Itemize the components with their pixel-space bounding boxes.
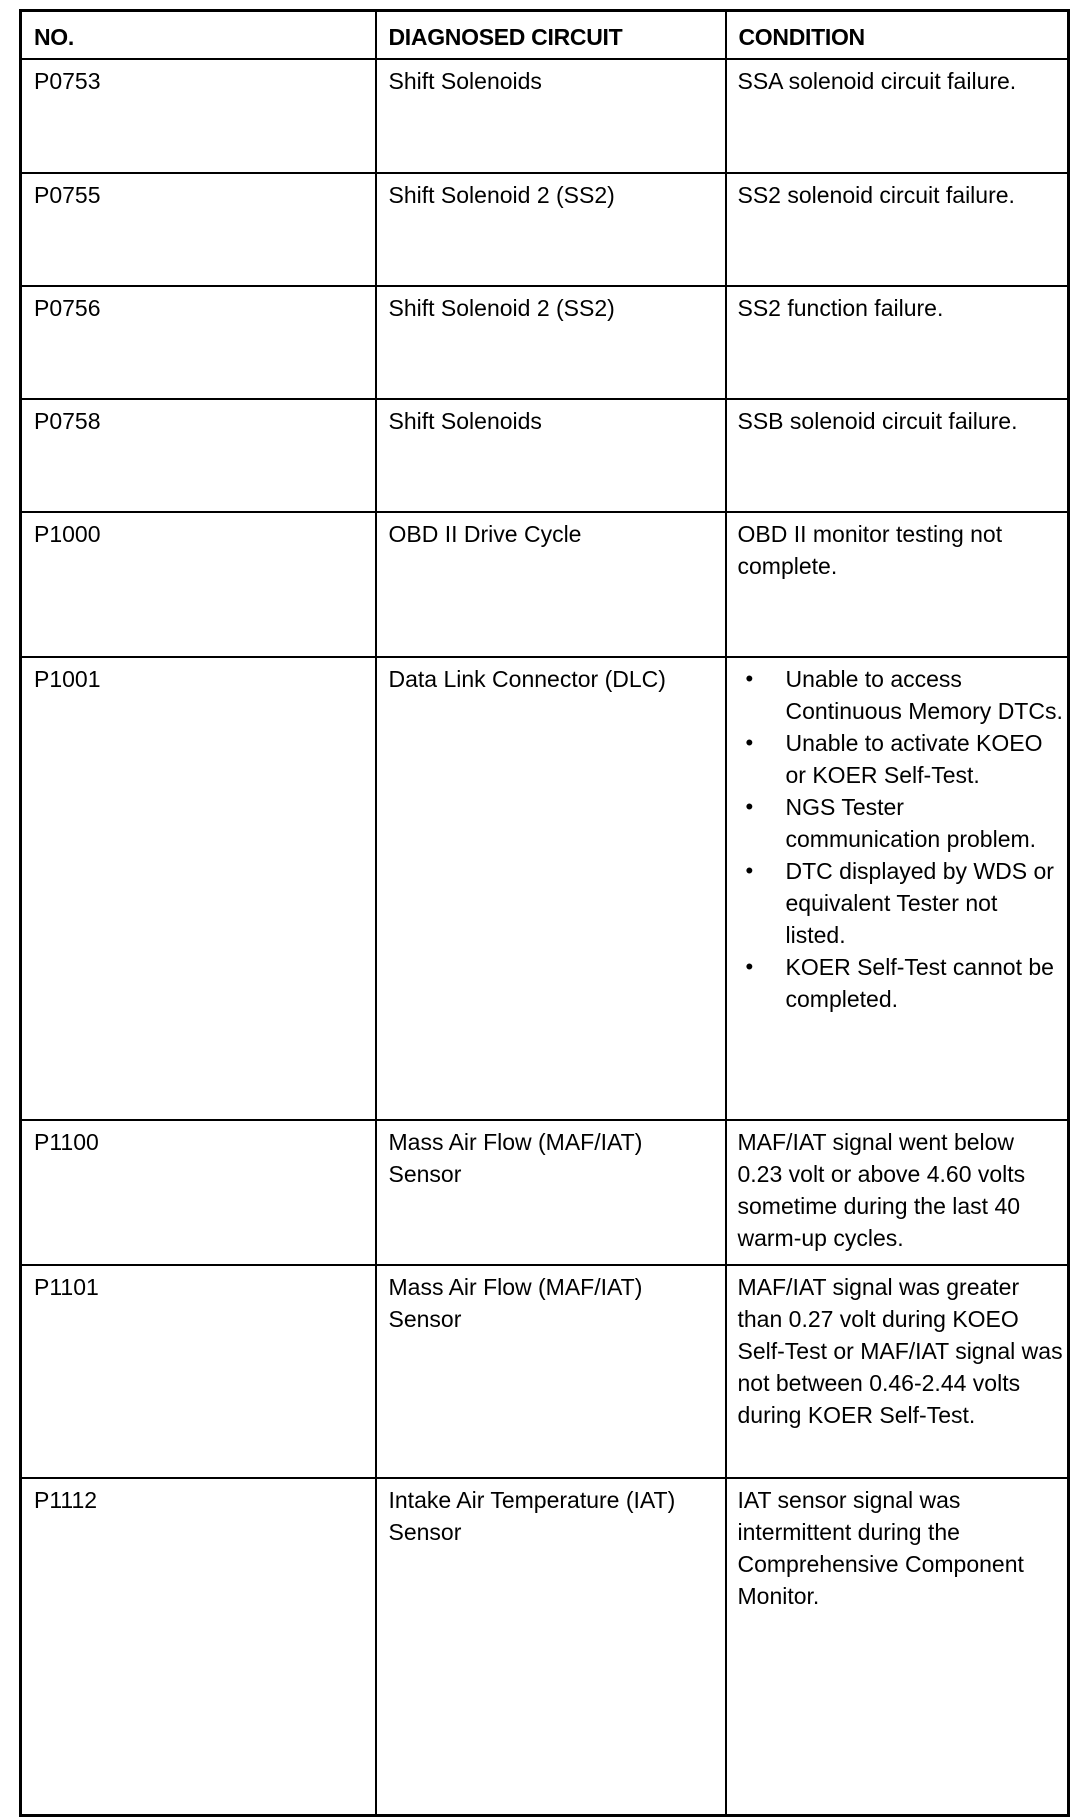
condition-list-cell xyxy=(726,657,1069,1120)
condition: MAF/IAT signal was greater than 0.27 volt during KOEO Self-Test or MAF/IAT signal was not between 0.46-2.44 volts during KOER Self-Test. xyxy=(726,1265,1069,1478)
condition: IAT sensor signal was intermittent during the Comprehensive Component Monitor. xyxy=(726,1478,1069,1816)
table-row xyxy=(21,1478,1069,1816)
dtc-code: P1000 xyxy=(21,512,376,657)
header-diagnosed-circuit: DIAGNOSED CIRCUIT xyxy=(376,11,726,59)
condition-bullet-list xyxy=(738,663,1064,1015)
diagnosed-circuit: Data Link Connector (DLC) xyxy=(376,657,726,1120)
condition: SSA solenoid circuit failure. xyxy=(726,59,1069,173)
dtc-code: P0758 xyxy=(21,399,376,512)
dtc-code: P1101 xyxy=(21,1265,376,1478)
table-row xyxy=(21,286,1069,399)
diagnosed-circuit: OBD II Drive Cycle xyxy=(376,512,726,657)
dtc-code: P1001 xyxy=(21,657,376,1120)
diagnosed-circuit: Shift Solenoids xyxy=(376,59,726,173)
condition-bullet-item: • KOER Self-Test cannot be completed. xyxy=(738,951,1064,1015)
table-row xyxy=(21,1120,1069,1265)
table-header-row xyxy=(21,11,1069,59)
diagnosed-circuit: Mass Air Flow (MAF/IAT) Sensor xyxy=(376,1265,726,1478)
condition-bullet-item: • NGS Tester communication problem. xyxy=(738,791,1064,855)
dtc-code: P1100 xyxy=(21,1120,376,1265)
diagnosed-circuit: Shift Solenoids xyxy=(376,399,726,512)
diagnosed-circuit: Shift Solenoid 2 (SS2) xyxy=(376,286,726,399)
condition: MAF/IAT signal went below 0.23 volt or above 4.60 volts sometime during the last 40 warm-up cycles. xyxy=(726,1120,1069,1265)
table-row xyxy=(21,173,1069,286)
condition: SS2 solenoid circuit failure. xyxy=(726,173,1069,286)
condition-bullet-item: • DTC displayed by WDS or equivalent Tester not listed. xyxy=(738,855,1064,951)
table-row xyxy=(21,59,1069,173)
diagnosed-circuit: Shift Solenoid 2 (SS2) xyxy=(376,173,726,286)
table-row xyxy=(21,399,1069,512)
dtc-code: P0756 xyxy=(21,286,376,399)
header-condition: CONDITION xyxy=(726,11,1069,59)
table-row xyxy=(21,657,1069,1120)
header-no: NO. xyxy=(21,11,376,59)
condition-bullet-item: • Unable to activate KOEO or KOER Self-Test. xyxy=(738,727,1064,791)
condition: SS2 function failure. xyxy=(726,286,1069,399)
condition: OBD II monitor testing not complete. xyxy=(726,512,1069,657)
diagnosed-circuit: Intake Air Temperature (IAT) Sensor xyxy=(376,1478,726,1816)
diagnosed-circuit: Mass Air Flow (MAF/IAT) Sensor xyxy=(376,1120,726,1265)
condition-bullet-item: • Unable to access Continuous Memory DTCs. xyxy=(738,663,1064,727)
condition: SSB solenoid circuit failure. xyxy=(726,399,1069,512)
dtc-code: P0755 xyxy=(21,173,376,286)
dtc-code: P0753 xyxy=(21,59,376,173)
dtc-code: P1112 xyxy=(21,1478,376,1816)
table-row xyxy=(21,512,1069,657)
dtc-table xyxy=(19,9,1070,1817)
table-row xyxy=(21,1265,1069,1478)
